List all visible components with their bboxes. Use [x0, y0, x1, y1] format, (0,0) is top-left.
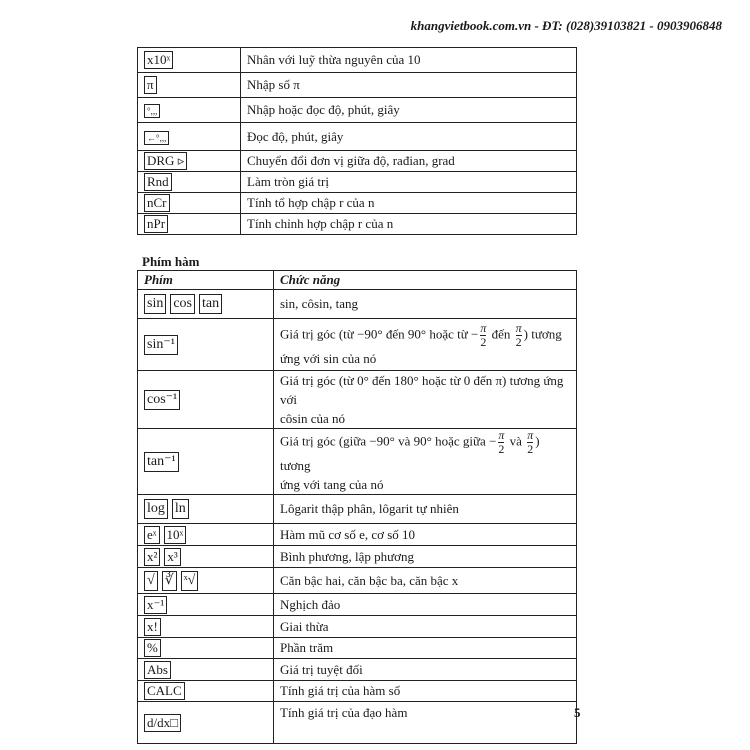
column-header-key: Phím	[138, 271, 274, 290]
table-row	[138, 659, 577, 681]
key-description: Tính tổ hợp chập r của n	[241, 193, 577, 214]
key-description: Nghịch đảo	[274, 594, 577, 616]
key-label: ←°,,,	[144, 131, 169, 145]
fraction: $\frac{\pi}{2}$	[498, 428, 505, 456]
key-label: √	[144, 571, 158, 591]
table-row	[138, 319, 577, 371]
table-row	[138, 214, 577, 235]
section-title: Phím hàm	[142, 254, 200, 269]
key-description: Tính chỉnh hợp chập r của n	[241, 214, 577, 235]
key-description: Làm tròn giá trị	[241, 172, 577, 193]
key-description: Nhập số π	[241, 73, 577, 98]
key-label: DRG ▹	[144, 152, 187, 170]
fraction: $\frac{\pi}{2}$	[527, 428, 534, 456]
table-row	[138, 524, 577, 546]
table-row	[138, 702, 577, 744]
key-label: tan⁻¹	[144, 452, 179, 472]
table-row	[138, 546, 577, 568]
key-description: sin, côsin, tang	[274, 290, 577, 319]
key-description: Tính giá trị của đạo hàm	[274, 702, 577, 744]
table-row	[138, 48, 577, 73]
table-row	[138, 151, 577, 172]
table-row	[138, 616, 577, 638]
key-description: Nhập hoặc đọc độ, phút, giây	[241, 98, 577, 123]
key-description: Nhân với luỹ thừa nguyên của 10	[241, 48, 577, 73]
table-row	[138, 290, 577, 319]
table-row	[138, 123, 577, 151]
key-label: ˣ√	[181, 571, 199, 591]
key-label: %	[144, 639, 161, 657]
key-label: π	[144, 76, 157, 94]
key-description: Đọc độ, phút, giây	[241, 123, 577, 151]
key-description: Căn bậc hai, căn bậc ba, căn bậc x	[274, 568, 577, 594]
key-description: Hàm mũ cơ số e, cơ số 10	[274, 524, 577, 546]
key-description: Lôgarit thập phân, lôgarit tự nhiên	[274, 495, 577, 524]
fraction: $\frac{\pi}{2}$	[480, 320, 487, 349]
table-row	[138, 681, 577, 702]
key-description: Giá trị tuyệt đối	[274, 659, 577, 681]
column-header-function: Chức năng	[274, 271, 577, 290]
key-label: d/dx□	[144, 714, 181, 732]
key-label: nCr	[144, 194, 170, 212]
key-label: Abs	[144, 661, 171, 679]
table-row	[138, 73, 577, 98]
fraction: $\frac{\pi}{2}$	[515, 320, 522, 349]
key-description: Tính giá trị của hàm số	[274, 681, 577, 702]
key-label: cos	[170, 294, 195, 314]
key-description: Chuyển đổi đơn vị giữa độ, rađian, grad	[241, 151, 577, 172]
page-number: 5	[574, 705, 581, 720]
key-description: Giá trị góc (từ −90° đến 90° hoặc từ − $\frac{\pi}{2}$ đến $\frac{\pi}{2}$ ) tương ứng với sin của nó	[274, 319, 577, 371]
table-row	[138, 638, 577, 659]
key-label: x³	[164, 548, 180, 566]
key-label: °,,,	[144, 104, 160, 118]
key-label: x²	[144, 548, 160, 566]
key-label: x!	[144, 618, 161, 636]
table-row	[138, 429, 577, 495]
key-label: eˣ	[144, 526, 160, 544]
key-label: 10ˣ	[164, 526, 187, 544]
key-description: Giá trị góc (giữa −90° và 90° hoặc giữa − $\frac{\pi}{2}$ và $\frac{\pi}{2}$ ) tương ứng với tang của nó	[274, 429, 577, 495]
key-description: Bình phương, lập phương	[274, 546, 577, 568]
key-label: ∛	[162, 571, 177, 591]
table-row	[138, 371, 577, 429]
table-row	[138, 594, 577, 616]
table-row	[138, 193, 577, 214]
key-label: Rnd	[144, 173, 172, 191]
key-description: Giai thừa	[274, 616, 577, 638]
key-description: Giá trị góc (từ 0° đến 180° hoặc từ 0 đến π) tương ứng với côsin của nó	[274, 371, 577, 429]
table-row	[138, 495, 577, 524]
key-label: x⁻¹	[144, 596, 167, 614]
key-table-1	[137, 47, 577, 235]
key-label: x10ˣ	[144, 51, 173, 69]
key-label: nPr	[144, 215, 168, 233]
key-description: Phần trăm	[274, 638, 577, 659]
key-label: sin⁻¹	[144, 335, 178, 355]
table-row	[138, 172, 577, 193]
key-label: ln	[172, 499, 189, 519]
key-table-2	[137, 270, 577, 744]
page-header: khangvietbook.com.vn - ĐT: (028)39103821 - 0903906848	[410, 18, 722, 33]
key-label: tan	[199, 294, 222, 314]
table-row	[138, 568, 577, 594]
key-label: log	[144, 499, 168, 519]
key-label: sin	[144, 294, 166, 314]
key-label: cos⁻¹	[144, 390, 180, 410]
table-header-row	[138, 271, 577, 290]
key-label: CALC	[144, 682, 185, 700]
table-row	[138, 98, 577, 123]
